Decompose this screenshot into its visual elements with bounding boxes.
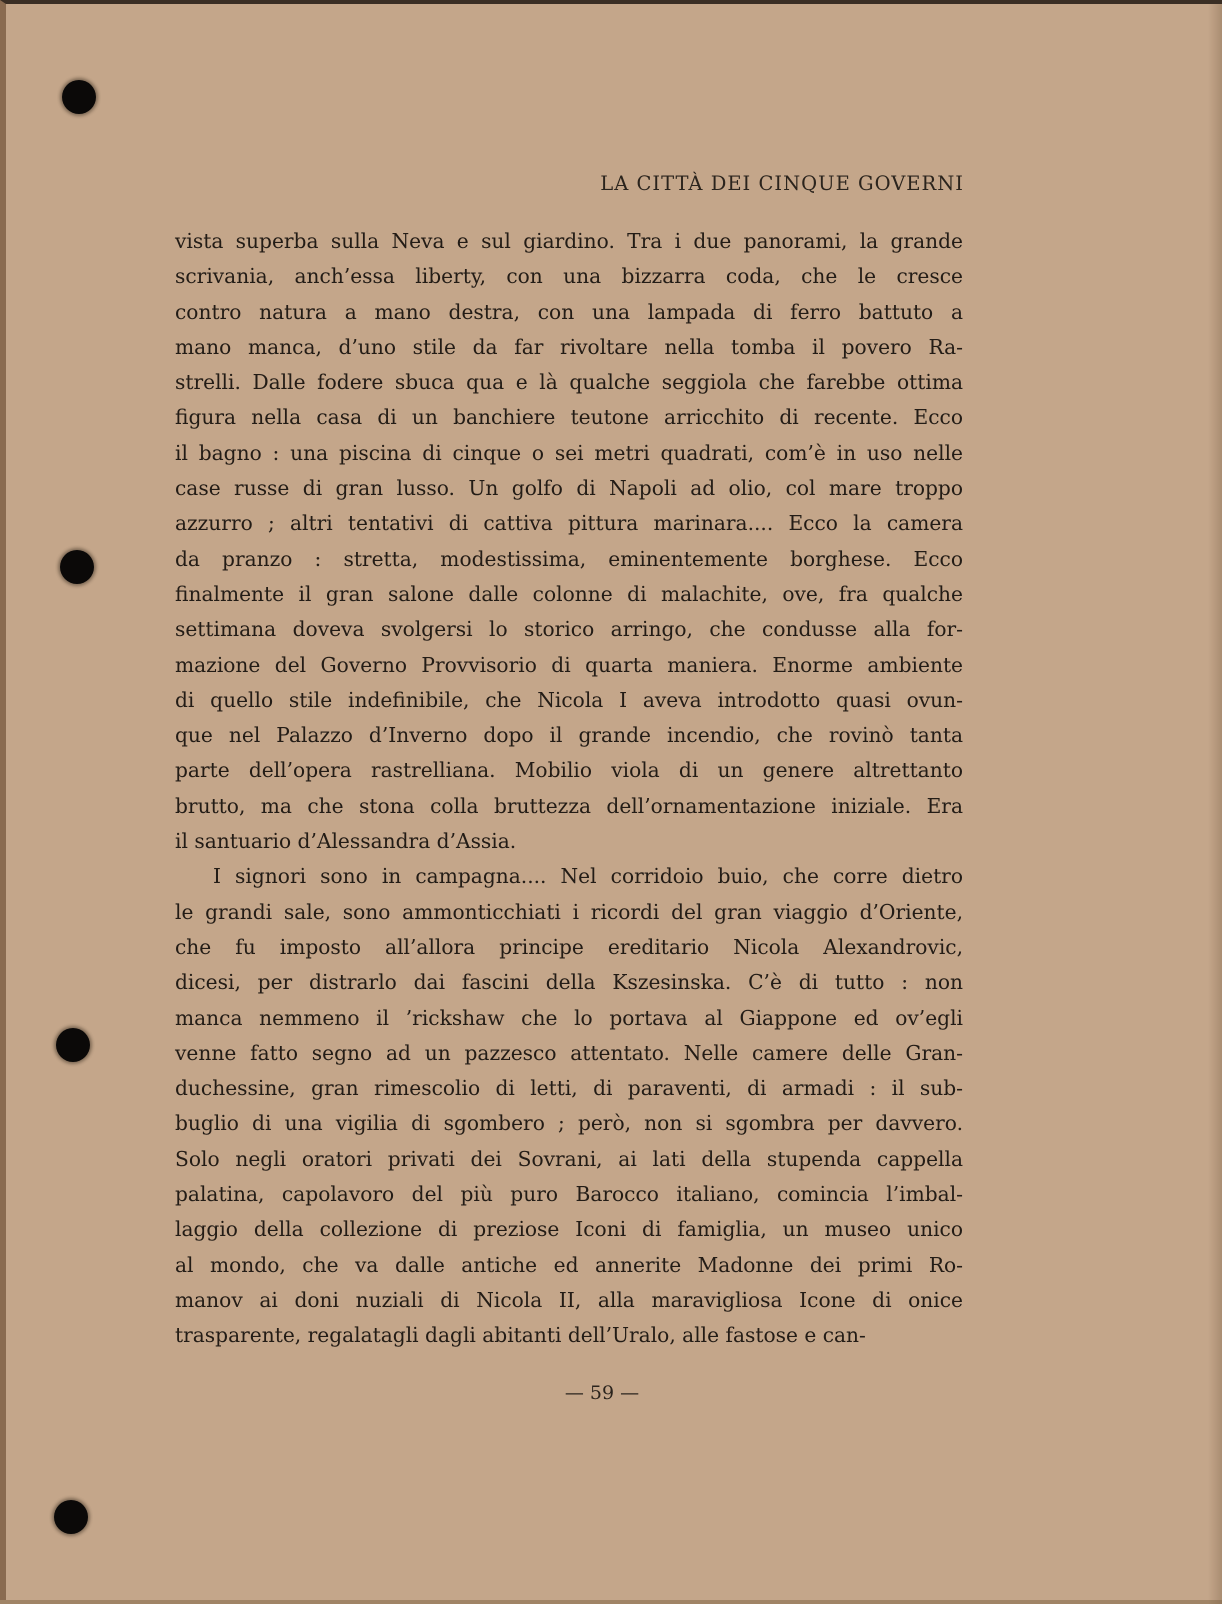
- text-line: manov ai doni nuziali di Nicola II, alla maravigliosa Icone di onice: [175, 1287, 963, 1312]
- running-head: LA CITTÀ DEI CINQUE GOVERNI: [600, 172, 964, 195]
- text-line: I signori sono in campagna.... Nel corridoio buio, che corre dietro: [213, 864, 963, 889]
- text-line: le grandi sale, sono ammonticchiati i ricordi del gran viaggio d’Oriente,: [175, 899, 963, 924]
- binder-hole: [60, 550, 94, 584]
- text-line: al mondo, che va dalle antiche ed annerite Madonne dei primi Ro-: [175, 1252, 963, 1277]
- text-line: figura nella casa di un banchiere teutone arricchito di recente. Ecco: [175, 405, 963, 430]
- text-line: parte dell’opera rastrelliana. Mobilio viola di un genere altrettanto: [175, 758, 963, 783]
- text-line: laggio della collezione di preziose Iconi di famiglia, un museo unico: [175, 1217, 963, 1242]
- text-line: duchessine, gran rimescolio di letti, di paraventi, di armadi : il sub-: [175, 1076, 963, 1101]
- text-line: mano manca, d’uno stile da far rivoltare nella tomba il povero Ra-: [175, 334, 963, 359]
- text-line: che fu imposto all’allora principe ereditario Nicola Alexandrovic,: [175, 934, 963, 959]
- binder-hole: [54, 1500, 88, 1534]
- text-line: da pranzo : stretta, modestissima, eminentemente borghese. Ecco: [175, 546, 963, 571]
- body-text: [175, 224, 963, 1354]
- paragraph: [175, 859, 963, 1353]
- text-line: di quello stile indefinibile, che Nicola I aveva introdotto quasi ovun-: [175, 687, 963, 712]
- binder-hole: [62, 80, 96, 114]
- text-line: manca nemmeno il ’rickshaw che lo portava al Giappone ed ov’egli: [175, 1005, 963, 1030]
- text-line: que nel Palazzo d’Inverno dopo il grande incendio, che rovinò tanta: [175, 723, 963, 748]
- text-line: il santuario d’Alessandra d’Assia.: [175, 829, 517, 854]
- text-line: Solo negli oratori privati dei Sovrani, ai lati della stupenda cappella: [175, 1146, 963, 1171]
- text-line: buglio di una vigilia di sgombero ; però, non si sgombra per davvero.: [175, 1111, 963, 1136]
- text-line: contro natura a mano destra, con una lampada di ferro battuto a: [175, 299, 963, 324]
- text-line: azzurro ; altri tentativi di cattiva pittura marinara.... Ecco la camera: [175, 511, 963, 536]
- page-number: — 59 —: [564, 1382, 640, 1404]
- text-line: case russe di gran lusso. Un golfo di Napoli ad olio, col mare troppo: [175, 476, 963, 501]
- text-line: venne fatto segno ad un pazzesco attentato. Nelle camere delle Gran-: [175, 1040, 963, 1065]
- paragraph: [175, 224, 963, 859]
- text-line: il bagno : una piscina di cinque o sei metri quadrati, com’è in uso nelle: [175, 440, 963, 465]
- binder-hole: [56, 1028, 90, 1062]
- text-line: trasparente, regalatagli dagli abitanti dell’Uralo, alle fastose e can-: [175, 1323, 866, 1348]
- text-line: vista superba sulla Neva e sul giardino. Tra i due panorami, la grande: [175, 229, 963, 253]
- text-line: strelli. Dalle fodere sbuca qua e là qualche seggiola che farebbe ottima: [175, 370, 963, 395]
- text-line: brutto, ma che stona colla bruttezza dell’ornamentazione iniziale. Era: [175, 793, 963, 818]
- text-line: dicesi, per distrarlo dai fascini della Kszesinska. C’è di tutto : non: [175, 970, 963, 995]
- text-line: settimana doveva svolgersi lo storico arringo, che condusse alla for-: [175, 617, 963, 642]
- text-line: palatina, capolavoro del più puro Barocco italiano, comincia l’imbal-: [175, 1182, 963, 1207]
- text-line: finalmente il gran salone dalle colonne di malachite, ove, fra qualche: [175, 581, 963, 606]
- text-line: scrivania, anch’essa liberty, con una bizzarra coda, che le cresce: [175, 264, 963, 289]
- text-line: mazione del Governo Provvisorio di quarta maniera. Enorme ambiente: [175, 652, 963, 677]
